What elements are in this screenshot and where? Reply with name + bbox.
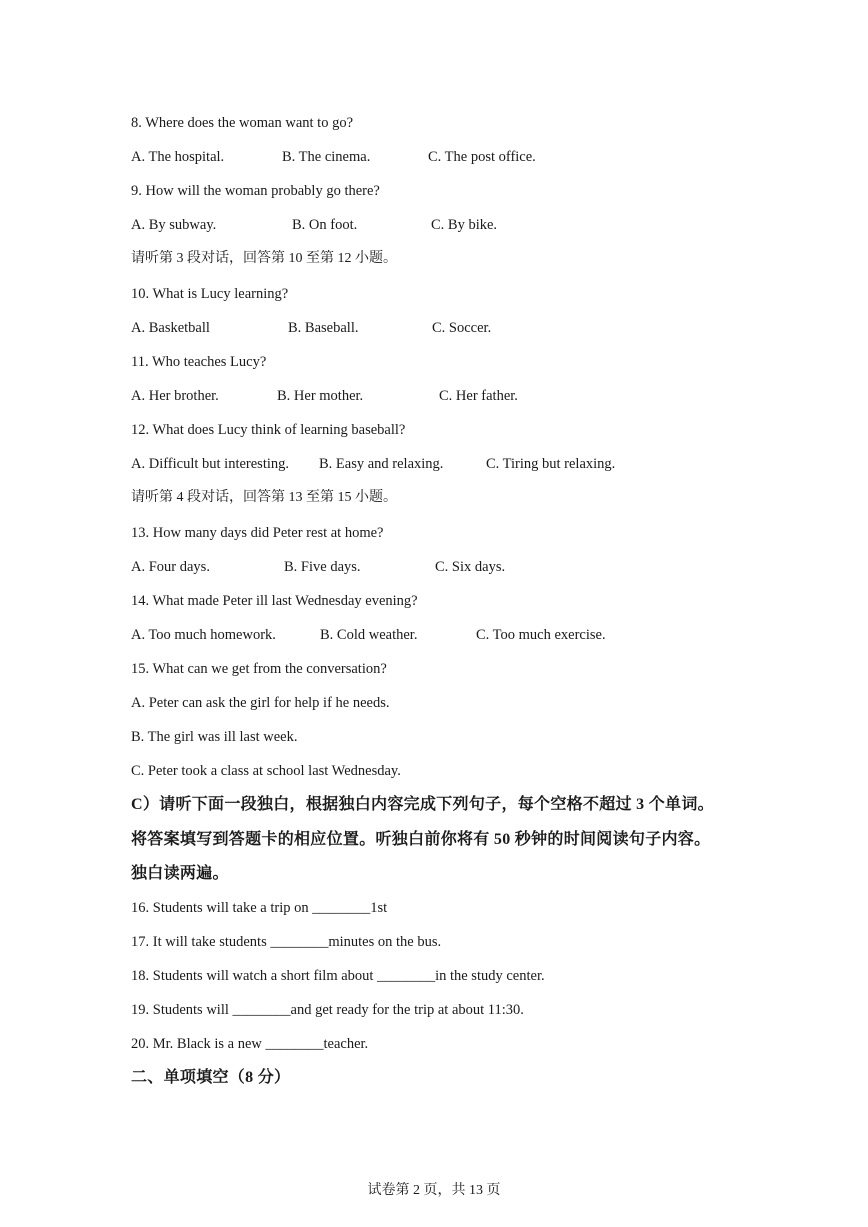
- fill-question-18: 18. Students will watch a short film about ________in the study center.: [131, 968, 545, 984]
- part2-heading: 二、单项填空（8 分）: [131, 1069, 291, 1086]
- fill-question-20: 20. Mr. Black is a new ________teacher.: [131, 1036, 369, 1052]
- q13-question: 13. How many days did Peter rest at home?: [131, 525, 384, 541]
- fill-question-16: 16. Students will take a trip on ________1st: [131, 900, 388, 916]
- q13-option-a: A. Four days.: [131, 559, 210, 575]
- q12-option-b: B. Easy and relaxing.: [319, 456, 444, 472]
- q8-option-a: A. The hospital.: [131, 149, 225, 165]
- q12-question: 12. What does Lucy think of learning baseball?: [131, 422, 406, 438]
- q11-options: [131, 387, 731, 405]
- q11-option-c: C. Her father.: [439, 388, 518, 404]
- q12-options: [131, 455, 731, 473]
- q14-question: 14. What made Peter ill last Wednesday evening?: [131, 593, 418, 609]
- q14-options: [131, 626, 731, 644]
- q15-option-c: C. Peter took a class at school last Wednesday.: [131, 763, 401, 779]
- section-c-instruction-line3: 独白读两遍。: [131, 865, 229, 882]
- q10-option-a: A. Basketball: [131, 320, 210, 336]
- q8-option-b: B. The cinema.: [282, 149, 371, 165]
- q8-options: [131, 148, 731, 166]
- q13-option-c: C. Six days.: [435, 559, 506, 575]
- fill-question-17: 17. It will take students ________minutes on the bus.: [131, 934, 442, 950]
- q13-option-b: B. Five days.: [284, 559, 361, 575]
- q15-question: 15. What can we get from the conversation?: [131, 661, 387, 677]
- section3-instruction: 请听第 3 段对话，回答第 10 至第 12 小题。: [131, 251, 397, 266]
- fill-question-19: 19. Students will ________and get ready for the trip at about 11:30.: [131, 1002, 524, 1018]
- q9-option-a: A. By subway.: [131, 217, 217, 233]
- q14-option-a: A. Too much homework.: [131, 627, 276, 643]
- q11-option-a: A. Her brother.: [131, 388, 219, 404]
- q9-question: 9. How will the woman probably go there?: [131, 183, 380, 199]
- q11-question: 11. Who teaches Lucy?: [131, 354, 267, 370]
- q10-options: [131, 319, 731, 337]
- q14-option-b: B. Cold weather.: [320, 627, 418, 643]
- q10-option-b: B. Baseball.: [288, 320, 359, 336]
- q14-option-c: C. Too much exercise.: [476, 627, 606, 643]
- q8-option-c: C. The post office.: [428, 149, 536, 165]
- q12-option-c: C. Tiring but relaxing.: [486, 456, 616, 472]
- q10-question: 10. What is Lucy learning?: [131, 286, 289, 302]
- q9-option-b: B. On foot.: [292, 217, 358, 233]
- section-c-instruction-line1: C）请听下面一段独白，根据独白内容完成下列句子，每个空格不超过 3 个单词。: [131, 796, 714, 813]
- q8-question: 8. Where does the woman want to go?: [131, 115, 354, 131]
- q9-options: [131, 216, 731, 234]
- section4-instruction: 请听第 4 段对话，回答第 13 至第 15 小题。: [131, 490, 397, 505]
- q9-option-c: C. By bike.: [431, 217, 498, 233]
- q15-option-a: A. Peter can ask the girl for help if he needs.: [131, 695, 390, 711]
- q15-option-b: B. The girl was ill last week.: [131, 729, 298, 745]
- q13-options: [131, 558, 731, 576]
- q11-option-b: B. Her mother.: [277, 388, 364, 404]
- page-footer: 试卷第 2 页，共 13 页: [367, 1183, 501, 1198]
- section-c-instruction-line2: 将答案填写到答题卡的相应位置。听独白前你将有 50 秒钟的时间阅读句子内容。: [131, 831, 711, 848]
- q12-option-a: A. Difficult but interesting.: [131, 456, 289, 472]
- q10-option-c: C. Soccer.: [432, 320, 492, 336]
